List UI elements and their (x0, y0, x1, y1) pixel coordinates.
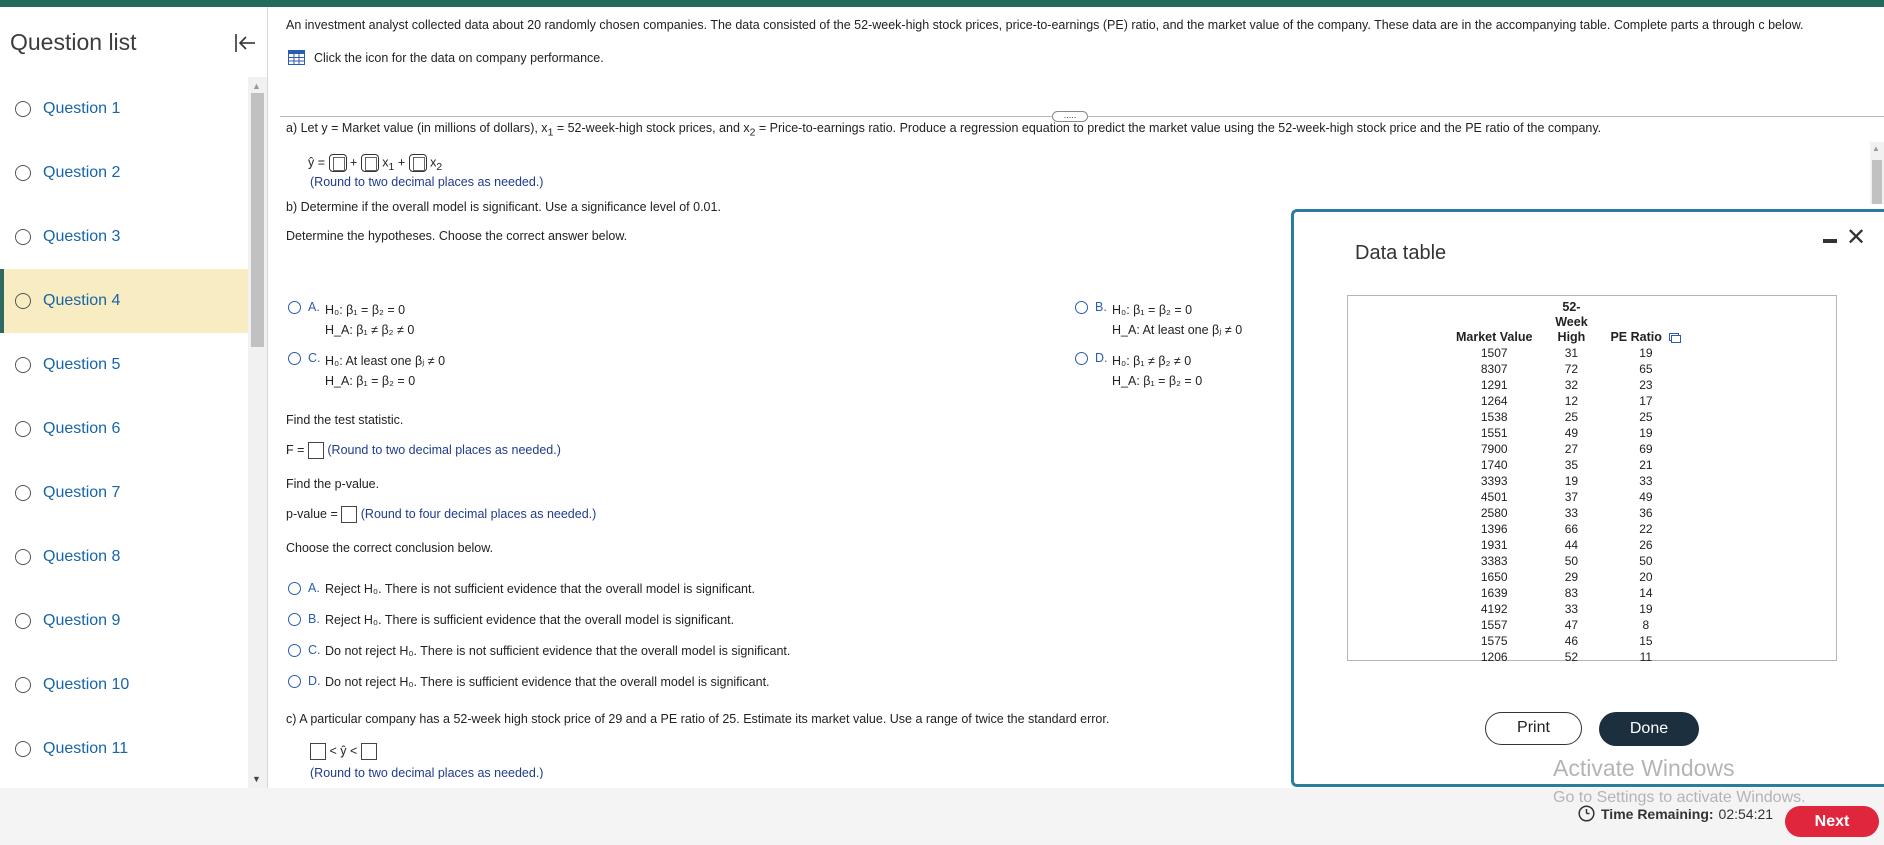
b2-input[interactable] (409, 154, 427, 172)
sidebar-item-label: Question 2 (43, 164, 121, 181)
table-cell: 29 (1564, 570, 1579, 584)
table-cell: 44 (1564, 538, 1579, 552)
sidebar-item-question-1[interactable] (0, 77, 248, 141)
table-cell: 11 (1639, 650, 1653, 664)
sidebar-item-question-4[interactable] (0, 269, 248, 333)
sidebar-item-question-10[interactable] (0, 653, 248, 717)
sidebar-item-label: Question 5 (43, 356, 121, 373)
radio-icon (15, 485, 31, 501)
table-cell: 23 (1639, 378, 1653, 392)
table-row (1446, 489, 1691, 505)
table-cell: 1557 (1480, 618, 1508, 632)
table-cell: 1931 (1480, 538, 1508, 552)
conclusion-prompt: Choose the correct conclusion below. (286, 541, 494, 555)
sidebar-item-label: Question 8 (43, 548, 121, 565)
table-row (1446, 585, 1691, 601)
table-cell: 1206 (1480, 650, 1508, 664)
regression-equation: ŷ = + $x_1 + x_2$ (308, 155, 443, 173)
table-cell: 15 (1639, 634, 1653, 648)
table-row (1446, 425, 1691, 441)
table-cell: 46 (1564, 634, 1579, 648)
table-cell: 47 (1564, 618, 1579, 632)
radio-button[interactable] (288, 352, 301, 365)
dialog-title: Data table (1355, 242, 1447, 264)
question-list (0, 77, 248, 781)
data-table-dialog (1291, 209, 1884, 787)
data-link-text: Click the icon for the data on company performance. (314, 50, 604, 65)
table-cell: 21 (1639, 458, 1653, 472)
scroll-up-icon[interactable]: ▲ (252, 81, 261, 91)
table-cell: 19 (1639, 346, 1653, 360)
table-row (1446, 345, 1691, 361)
part-a-hint: (Round to two decimal places as needed.) (310, 175, 544, 189)
scroll-up-icon[interactable]: ▲ (1872, 144, 1880, 153)
radio-icon (15, 357, 31, 373)
data-table-link[interactable] (288, 50, 604, 65)
top-accent-bar (0, 0, 1884, 7)
column-header-market-value: Market Value (1456, 330, 1533, 344)
print-button[interactable]: Print (1485, 712, 1582, 745)
radio-icon (15, 549, 31, 565)
table-cell: 4501 (1480, 490, 1508, 504)
part-a-prompt: a) Let y = Market value (in millions of dollars), $x_1$ = 52-week-high stock prices, and $x_2$ = Price-to-earnings ratio. Produce a regression equation to predict the market value using the 52-week-high stock price and the PE ratio of the company. (286, 121, 1602, 139)
table-cell: 33 (1564, 506, 1579, 520)
test-statistic-prompt: Find the test statistic. (286, 413, 404, 427)
table-row (1446, 457, 1691, 473)
sidebar-item-label: Question 1 (43, 100, 121, 117)
p-value-input[interactable] (341, 506, 357, 523)
table-row (1446, 473, 1691, 489)
table-cell: 35 (1564, 458, 1579, 472)
table-cell: 22 (1639, 522, 1653, 536)
conclusion-option-d[interactable]: D. Do not reject H₀. There is sufficient evidence that the overall model is significant. (288, 674, 770, 690)
sidebar-item-label: Question 4 (43, 292, 121, 309)
table-row (1446, 553, 1691, 569)
table-cell: 32 (1564, 378, 1579, 392)
sidebar-scroll-thumb[interactable] (251, 93, 264, 347)
activate-windows-watermark: Activate Windows (1553, 755, 1735, 781)
table-cell: 7900 (1480, 442, 1508, 456)
radio-icon (15, 741, 31, 757)
sidebar-title: Question list (10, 29, 137, 55)
conclusion-option-b[interactable]: B. Reject H₀. There is sufficient evidence that the overall model is significant. (288, 612, 734, 628)
table-cell: 26 (1639, 538, 1653, 552)
table-cell: 1264 (1480, 394, 1508, 408)
b1-input[interactable] (361, 154, 379, 172)
table-cell: 25 (1564, 410, 1579, 424)
table-cell: 17 (1639, 394, 1653, 408)
radio-button[interactable] (288, 613, 301, 626)
table-row (1446, 377, 1691, 393)
table-cell: 3393 (1480, 474, 1508, 488)
radio-icon (15, 101, 31, 117)
table-cell: 27 (1564, 442, 1579, 456)
table-cell: 1575 (1480, 634, 1508, 648)
sidebar-item-question-9[interactable] (0, 589, 248, 653)
table-row (1446, 601, 1691, 617)
radio-button[interactable] (288, 644, 301, 657)
radio-button[interactable] (288, 582, 301, 595)
hypotheses-prompt: Determine the hypotheses. Choose the correct answer below. (286, 229, 628, 243)
column-header-52-week-high: 52-Week High (1555, 300, 1588, 344)
table-cell: 1507 (1480, 346, 1508, 360)
part-c-hint: (Round to two decimal places as needed.) (310, 766, 544, 779)
sidebar-item-question-3[interactable] (0, 205, 248, 269)
next-button[interactable]: Next (1785, 806, 1879, 837)
table-cell: 50 (1639, 554, 1653, 568)
table-cell: 1650 (1480, 570, 1508, 584)
hypothesis-option-c[interactable]: C. H₀: At least one βⱼ ≠ 0 H_A: β₁ = β₂ = 0 (288, 351, 445, 391)
table-row (1446, 393, 1691, 409)
close-icon[interactable]: ✕ (1846, 224, 1867, 251)
part-c-prompt: c) A particular company has a 52-week high stock price of 29 and a PE ratio of 25. Estimate its market value. Use a range of twice the standard error. (286, 712, 1110, 726)
table-row (1446, 505, 1691, 521)
table-row (1446, 441, 1691, 457)
table-cell: 1291 (1480, 378, 1508, 392)
radio-icon (15, 293, 31, 309)
table-cell: 83 (1564, 586, 1579, 600)
table-cell: 50 (1564, 554, 1579, 568)
expand-handle[interactable]: ..... (1052, 111, 1088, 122)
table-cell: 19 (1639, 426, 1653, 440)
sidebar-item-label: Question 6 (43, 420, 121, 437)
sidebar-item-label: Question 11 (43, 740, 129, 757)
hypothesis-option-a[interactable]: A. H₀: β₁ = β₂ = 0 H_A: β₁ ≠ β₂ ≠ 0 (288, 300, 414, 340)
table-cell: 4192 (1480, 602, 1508, 616)
conclusion-option-a[interactable]: A. Reject H₀. There is not sufficient evidence that the overall model is significant. (288, 581, 755, 597)
estimate-range-row: < ŷ < (310, 743, 377, 760)
table-cell: 69 (1639, 442, 1653, 456)
column-header-pe-ratio: PE Ratio (1600, 300, 1691, 345)
table-row (1446, 649, 1691, 665)
table-icon[interactable] (288, 50, 305, 65)
problem-intro: An investment analyst collected data about 20 randomly chosen companies. The data consisted of the 52-week-high stock prices, price-to-earnings (PE) ratio, and the market value of the company. These data are in the accompanying table. Complete parts a through c below. (286, 18, 1804, 32)
table-cell: 1740 (1480, 458, 1508, 472)
intercept-input[interactable] (329, 154, 347, 172)
sidebar-item-question-7[interactable] (0, 461, 248, 525)
radio-icon (15, 229, 31, 245)
table-cell: 52 (1564, 650, 1579, 664)
content-scroll-thumb[interactable] (1872, 160, 1882, 204)
radio-icon (15, 613, 31, 629)
table-row (1446, 409, 1691, 425)
sidebar-item-question-11[interactable] (0, 717, 248, 781)
table-cell: 20 (1639, 570, 1653, 584)
hypothesis-option-b[interactable]: B. H₀: β₁ = β₂ = 0 H_A: At least one βⱼ ≠ 0 (1075, 300, 1242, 340)
table-cell: 66 (1564, 522, 1579, 536)
table-cell: 19 (1639, 602, 1653, 616)
sidebar-item-label: Question 7 (43, 484, 121, 501)
table-cell: 33 (1639, 474, 1653, 488)
radio-button[interactable] (1075, 301, 1088, 314)
y-hat-label: ŷ = (308, 155, 326, 170)
f-statistic-input[interactable] (308, 442, 324, 459)
table-cell: 1396 (1480, 522, 1508, 536)
table-row (1446, 633, 1691, 649)
radio-button[interactable] (288, 301, 301, 314)
conclusion-option-c[interactable]: C. Do not reject H₀. There is not sufficient evidence that the overall model is significant. (288, 643, 790, 659)
collapse-sidebar-icon[interactable] (231, 29, 259, 57)
hypothesis-option-d[interactable]: D. H₀: β₁ ≠ β₂ ≠ 0 H_A: β₁ = β₂ = 0 (1075, 351, 1202, 391)
table-cell: 49 (1639, 490, 1653, 504)
table-cell: 33 (1564, 602, 1579, 616)
sidebar-item-question-2[interactable] (0, 141, 248, 205)
sidebar-item-question-8[interactable] (0, 525, 248, 589)
table-cell: 37 (1564, 490, 1579, 504)
sidebar-scrollbar[interactable] (248, 77, 267, 788)
table-cell: 36 (1639, 506, 1653, 520)
table-cell: 3383 (1480, 554, 1508, 568)
time-remaining: Time Remaining: 02:54:21 (1578, 805, 1773, 822)
radio-button[interactable] (1075, 352, 1088, 365)
table-row (1446, 537, 1691, 553)
question-list-sidebar (0, 7, 268, 788)
table-cell: 19 (1564, 474, 1579, 488)
part-b-prompt: b) Determine if the overall model is significant. Use a significance level of 0.01. (286, 200, 721, 214)
sidebar-item-label: Question 3 (43, 228, 121, 245)
table-row (1446, 521, 1691, 537)
content-scrollbar[interactable] (1870, 142, 1884, 204)
table-cell: 49 (1564, 426, 1579, 440)
upper-bound-input[interactable] (361, 743, 377, 760)
table-cell: 2580 (1480, 506, 1508, 520)
p-value-row: p-value = (Round to four decimal places as needed.) (286, 506, 596, 523)
minimize-icon[interactable] (1823, 234, 1837, 248)
activate-windows-subtext: Go to Settings to activate Windows. (1553, 789, 1806, 806)
table-cell: 1551 (1480, 426, 1508, 440)
table-cell: 12 (1564, 394, 1579, 408)
data-table (1446, 300, 1691, 665)
data-table-frame (1347, 295, 1837, 664)
table-cell: 31 (1564, 346, 1579, 360)
table-cell: 14 (1639, 586, 1653, 600)
clock-icon (1578, 805, 1595, 822)
radio-icon (15, 165, 31, 181)
sidebar-item-question-6[interactable] (0, 397, 248, 461)
table-cell: 8307 (1480, 362, 1508, 376)
p-value-prompt: Find the p-value. (286, 477, 380, 491)
lower-bound-input[interactable] (310, 743, 326, 760)
table-cell: 8 (1642, 618, 1650, 632)
table-cell: 65 (1639, 362, 1653, 376)
table-cell: 1538 (1480, 410, 1508, 424)
radio-button[interactable] (288, 675, 301, 688)
table-row (1446, 569, 1691, 585)
table-cell: 25 (1639, 410, 1653, 424)
sidebar-item-question-5[interactable] (0, 333, 248, 397)
f-statistic-row: F = (Round to two decimal places as needed.) (286, 442, 561, 459)
sidebar-item-label: Question 9 (43, 612, 121, 629)
table-cell: 1639 (1480, 586, 1508, 600)
table-cell: 72 (1564, 362, 1579, 376)
sidebar-item-label: Question 10 (43, 676, 130, 693)
copy-icon[interactable] (1669, 333, 1681, 343)
radio-icon (15, 421, 31, 437)
table-row (1446, 617, 1691, 633)
table-row (1446, 361, 1691, 377)
radio-icon (15, 677, 31, 693)
scroll-down-icon[interactable]: ▼ (252, 774, 261, 784)
done-button[interactable]: Done (1599, 712, 1699, 746)
